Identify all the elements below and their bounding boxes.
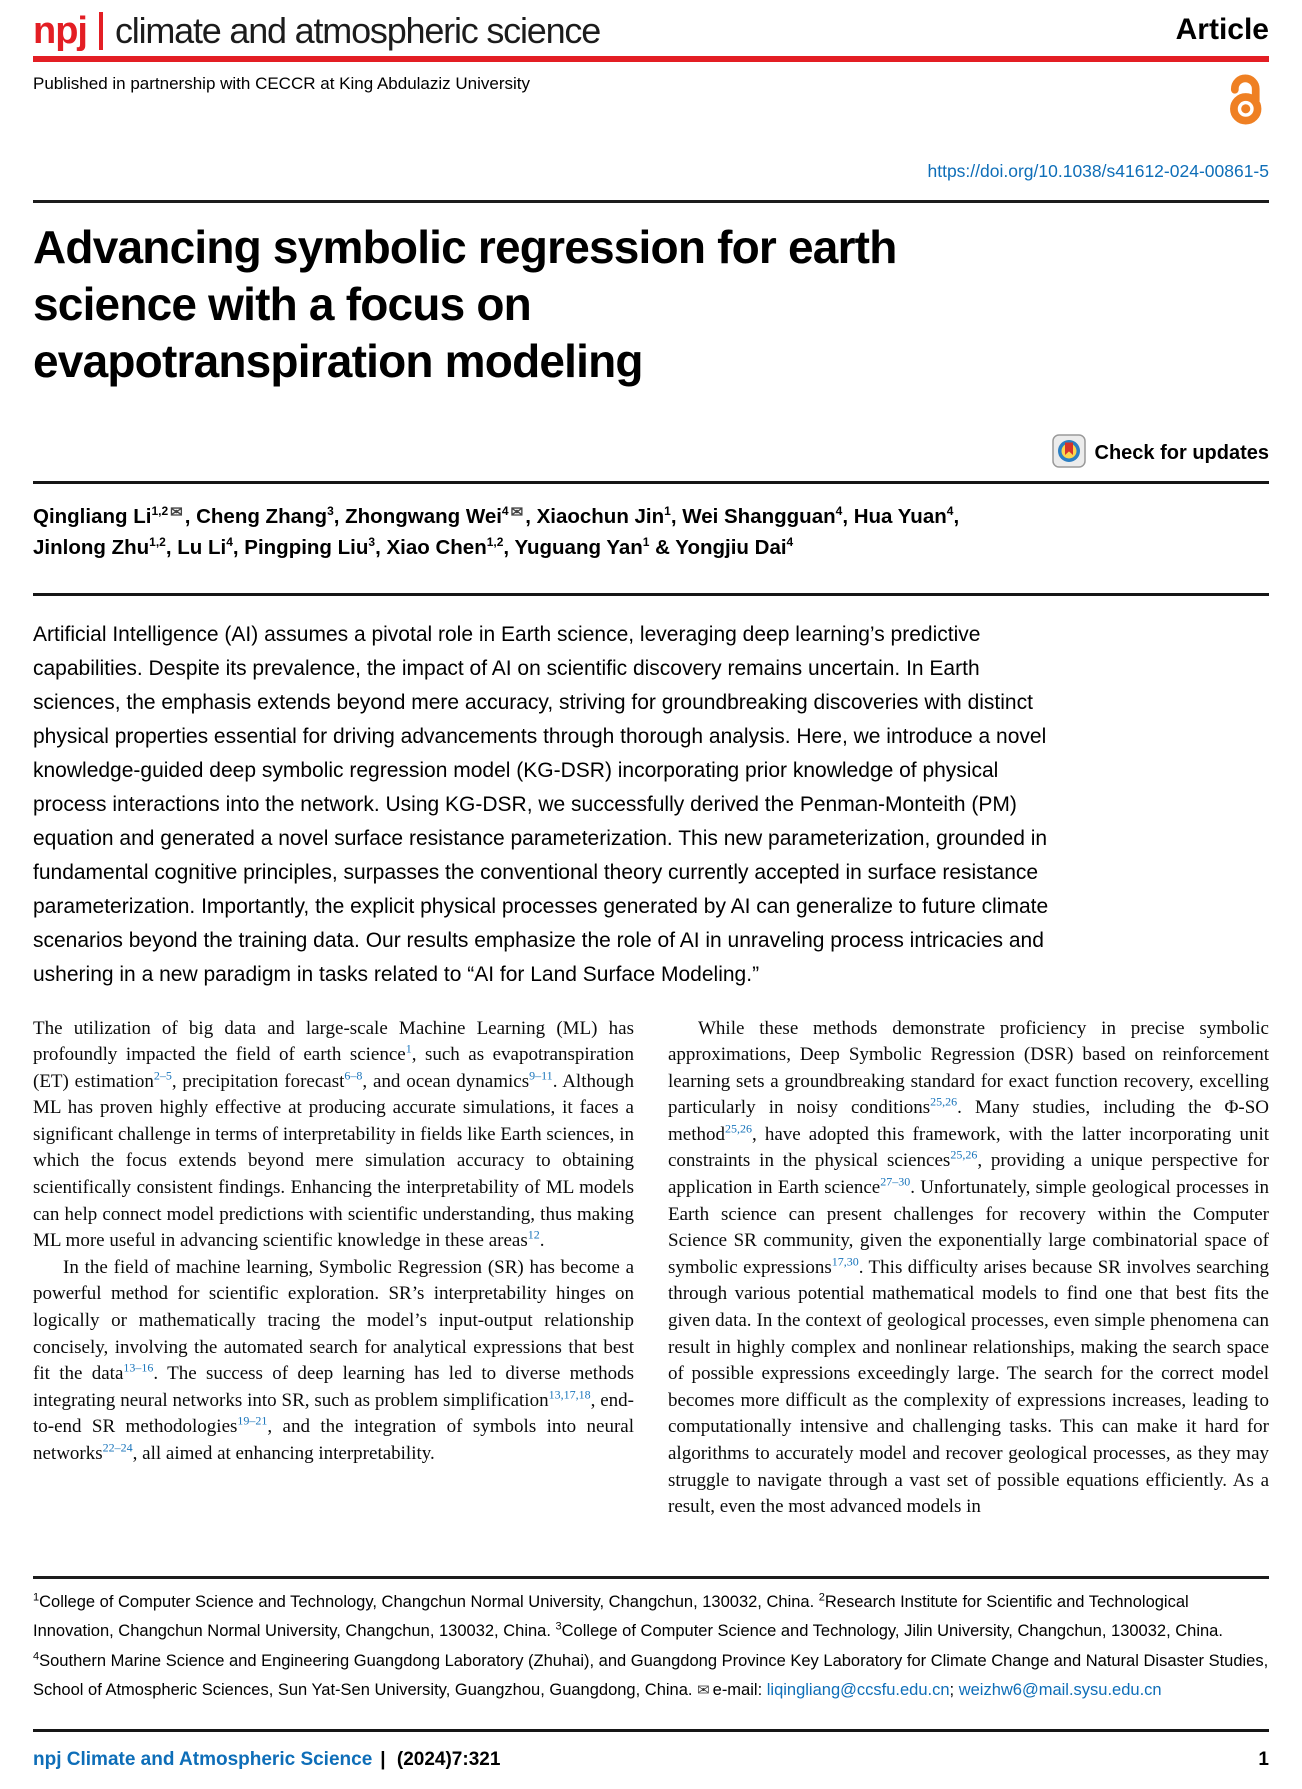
journal-link[interactable]: npj Climate and Atmospheric Science — [33, 1749, 373, 1770]
envelope-icon: ✉ — [697, 1682, 710, 1699]
body-paragraph — [33, 1255, 634, 1468]
text-segment: Jinlong Zhu — [33, 535, 150, 559]
page-number: 1 — [1258, 1749, 1269, 1770]
footer-citation — [33, 1749, 500, 1771]
text-segment: , such as evapotranspiration (ET) estimation — [33, 1044, 634, 1092]
text-segment: . Unfortunately, simple geological processes in Earth science can present challenges for recovery within the Computer Science SR community, given the exponentially large combinatorial space of symbolic expressions — [668, 1177, 1269, 1278]
title-line: Advancing symbolic regression for earth — [33, 220, 897, 273]
reference-superscript: 25,26 — [930, 1094, 958, 1109]
text-segment: , Hua Yuan — [842, 504, 947, 528]
envelope-icon: ✉ — [170, 503, 183, 521]
text-segment: 1 — [664, 503, 671, 518]
text-segment: Southern Marine Science and Engineering Guangdong Laboratory (Zhuhai), and Guangdong Province Key Laboratory for Climate Change and Natural Disaster Studies, School of Atmospheric Sciences, Sun Yat-Sen University, Guangzhou, Guangdong, China. — [33, 1651, 1269, 1699]
text-segment: , and the integration of symbols into neural networks — [33, 1416, 635, 1464]
text-segment: , have adopted this framework, with the latter incorporating unit constraints in the physical sciences — [668, 1123, 1269, 1172]
email-link-1[interactable]: liqingliang@ccsfu.edu.cn — [766, 1681, 950, 1699]
affiliations-block — [33, 1576, 1269, 1706]
text-segment: , precipitation forecast — [171, 1070, 345, 1092]
text-segment: , Xiaochun Jin — [525, 504, 665, 528]
text-segment: The utilization of big data and large-scale Machine Learning (ML) has profoundly impacted the field of earth science — [33, 1017, 634, 1066]
open-access-icon — [1223, 68, 1263, 131]
footer-divider — [33, 1729, 1269, 1732]
footer-separator: | — [380, 1749, 386, 1770]
title-divider — [33, 200, 1269, 203]
text-segment: , Zhongwang Wei — [333, 504, 502, 528]
text-segment: , and ocean dynamics — [362, 1070, 530, 1092]
partnership-note: Published in partnership with CECCR at King Abdulaziz University — [33, 74, 531, 93]
reference-superscript: 19–21 — [237, 1414, 268, 1429]
envelope-icon: ✉ — [510, 503, 524, 521]
text-segment: , Wei Shangguan — [670, 504, 836, 528]
npj-brand: npj — [33, 10, 87, 52]
text-segment: . — [539, 1230, 545, 1252]
text-segment: , Yuguang Yan — [503, 535, 643, 559]
email-link-2[interactable]: weizhw6@mail.sysu.edu.cn — [958, 1681, 1162, 1699]
affiliations-text — [33, 1588, 1269, 1706]
author-line — [33, 532, 1269, 563]
text-segment: , end-to-end SR methodologies — [33, 1389, 634, 1438]
text-segment: 4 — [786, 534, 794, 549]
journal-name: climate and atmospheric science — [114, 10, 601, 51]
body-columns — [33, 1016, 1269, 1521]
text-segment: . The success of deep learning has led to diverse methods integrating neural networks into SR, such as problem simplification — [33, 1363, 634, 1411]
text-segment: 3 — [368, 534, 376, 549]
authors-top-divider — [33, 481, 1269, 484]
text-segment: ; — [949, 1681, 959, 1699]
text-segment: 4 — [835, 503, 843, 518]
text-segment: . This difficulty arises because SR involves searching through various potential mathematical models to find one that best fits the given data. In the context of geological processes, even simple phenomena can result in highly complex and nonlinear relationships, making the search space of possible expressions exceedingly large. The search for the correct model becomes more difficult as the complexity of expressions increases, leading to computationally intensive and challenging tasks. This can make it hard for algorithms to accurately model and recover geological processes, as they may struggle to navigate through a vast set of possible equations efficiently. As a result, even the most advanced models in — [668, 1256, 1269, 1518]
affiliations-divider — [33, 1576, 1269, 1579]
abstract-top-divider — [33, 593, 1269, 596]
text-segment: 1,2 — [486, 534, 504, 549]
reference-superscript: 22–24 — [102, 1440, 133, 1455]
text-segment: 3 — [327, 503, 334, 518]
citation-text: (2024)7:321 — [391, 1749, 501, 1770]
text-segment: , providing a unique perspective for application in Earth science — [668, 1150, 1269, 1199]
author-line — [33, 497, 1269, 532]
text-segment: e-mail: — [712, 1681, 767, 1699]
text-segment: . Although ML has proven highly effective at producing accurate simulations, it faces a significant challenge in terms of interpretability in fields like Earth sciences, in which the focus extends beyond mere simulation accuracy to obtaining scientifically consistent findings. Enhancing the interpretability of ML models can help connect model predictions with scientific understanding, thus making ML more useful in advancing scientific knowledge in these areas — [33, 1070, 634, 1252]
check-for-updates-label: Check for updates — [1094, 442, 1269, 464]
text-segment: , Xiao Chen — [375, 535, 487, 559]
title-line: evapotranspiration modeling — [33, 334, 643, 387]
red-divider — [33, 56, 1269, 62]
text-segment: , Pingping Liu — [232, 535, 369, 559]
text-segment: While these methods demonstrate proficiency in precise symbolic approximations, Deep Symbolic Regression (DSR) based on reinforcement learning sets a groundbreaking standard for exact function recovery, excelling particularly in noisy conditions — [668, 1017, 1269, 1119]
text-segment: 3 — [555, 1620, 562, 1633]
text-segment: College of Computer Science and Technology, Changchun Normal University, Changchun, 130032, China. — [39, 1592, 819, 1611]
reference-superscript: 1 — [405, 1041, 412, 1056]
reference-superscript: 25,26 — [950, 1148, 978, 1163]
text-segment: 4 — [33, 1650, 40, 1662]
reference-superscript: 12 — [527, 1227, 540, 1242]
text-segment: , — [953, 504, 960, 528]
title-line: science with a focus on — [33, 277, 531, 330]
text-segment: 1 — [642, 534, 650, 549]
reference-superscript: 25,26 — [725, 1121, 752, 1136]
logo-divider — [99, 12, 103, 50]
reference-superscript: 6–8 — [344, 1068, 363, 1083]
text-segment: 1 — [33, 1591, 40, 1603]
text-segment: , Lu Li — [165, 535, 227, 559]
body-paragraph — [668, 1016, 1269, 1521]
reference-superscript: 9–11 — [529, 1068, 553, 1083]
body-column-left — [33, 1016, 634, 1521]
text-segment: 1,2 — [151, 503, 169, 518]
author-list — [33, 497, 1269, 563]
text-segment: & Yongjiu Dai — [649, 535, 787, 559]
journal-logo — [33, 12, 600, 50]
journal-header — [33, 0, 1269, 131]
text-segment: , Cheng Zhang — [184, 504, 328, 528]
text-segment: College of Computer Science and Technology, Jilin University, Changchun, 130032, China. — [561, 1622, 1223, 1640]
crossmark-icon — [1052, 434, 1086, 474]
text-segment: In the field of machine learning, Symbolic Regression (SR) has become a powerful method for scientific exploration. SR’s interpretability hinges on logically or mathematically tracing the model’s input-output relationship concisely, involving the automated search for analytical expressions that best fit the data — [33, 1256, 634, 1385]
text-segment: , all aimed at enhancing interpretability. — [132, 1443, 435, 1464]
abstract-text: Artificial Intelligence (AI) assumes a pivotal role in Earth science, leveraging deep learning’s predictive capabilities. Despite its prevalence, the impact of AI on scientific discovery remains uncertain. In Earth sciences, the emphasis extends beyond mere accuracy, striving for groundbreaking discoveries with distinct physical properties essential for driving advancements through thorough analysis. Here, we introduce a novel knowledge-guided deep symbolic regression model (KG-DSR) incorporating prior knowledge of physical process interactions into the network. Using KG-DSR, we successfully derived the Penman-Monteith (PM) equation and generated a novel surface resistance parameterization. This new parameterization, grounded in fundamental cognitive principles, surpasses the conventional theory currently accepted in surface resistance parameterization. Importantly, the explicit physical processes generated by AI can generalize to future climate scenarios beyond the training data. Our results emphasize the role of AI in unraveling process intricacies and ushering in a new paradigm in tasks related to “AI for Land Surface Modeling.” — [33, 622, 1049, 986]
body-paragraph — [33, 1016, 634, 1255]
doi-link[interactable]: https://doi.org/10.1038/s41612-024-00861-5 — [927, 161, 1269, 181]
text-segment: . Many studies, including the Φ-SO method — [668, 1097, 1270, 1145]
text-segment: 4 — [226, 534, 233, 549]
text-segment: 4 — [946, 503, 954, 518]
reference-superscript: 2–5 — [153, 1068, 172, 1083]
page-footer — [33, 1749, 1269, 1771]
check-for-updates-button[interactable] — [1052, 434, 1269, 474]
reference-superscript: 13,17,18 — [548, 1387, 591, 1402]
reference-superscript: 13–16 — [123, 1360, 154, 1375]
text-segment: Research Institute for Scientific and Technological Innovation, Changchun Normal University, Changchun, 130032, China. — [33, 1592, 1189, 1640]
reference-superscript: 27–30 — [880, 1174, 911, 1189]
text-segment: 1,2 — [149, 534, 166, 549]
body-column-right — [668, 1016, 1269, 1521]
text-segment: 2 — [818, 1591, 825, 1603]
text-segment: 4 — [501, 503, 509, 518]
article-title — [33, 219, 1269, 390]
text-segment: Qingliang Li — [33, 504, 152, 528]
article-type-label: Article — [1175, 13, 1269, 46]
reference-superscript: 17,30 — [831, 1254, 859, 1269]
